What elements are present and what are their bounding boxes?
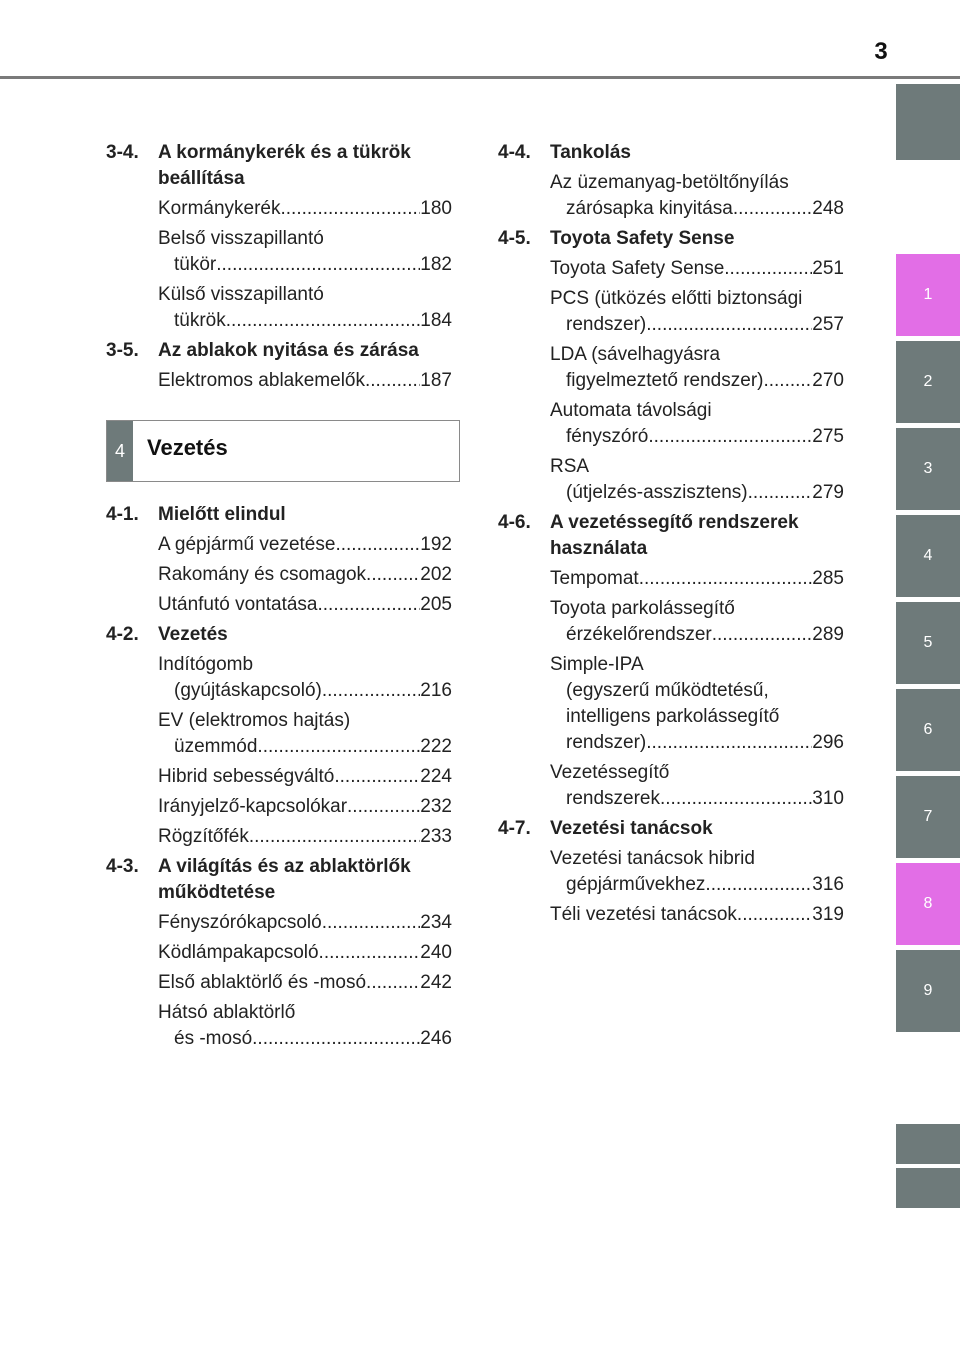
toc-entry-iranyjelzo[interactable]: Irányjelző-kapcsolókar ..... 232 <box>158 794 452 820</box>
chapter-heading-box <box>106 420 460 482</box>
chapter-tab-4[interactable]: 4 <box>896 515 960 597</box>
toc-right-column <box>498 136 844 928</box>
toc-entry-uzemanyag-sapka[interactable]: Az üzemanyag-betöltőnyílás zárósapka kinyitása ..... 248 <box>550 170 844 222</box>
toc-entry-toyota-safety-sense[interactable]: Toyota Safety Sense ..... 251 <box>550 256 844 282</box>
section-4-5: 4-5. Toyota Safety Sense <box>498 228 735 249</box>
toc-entry-utanfuto[interactable]: Utánfutó vontatása ..... 205 <box>158 592 452 618</box>
section-3-5: 3-5. Az ablakok nyitása és zárása <box>106 340 419 361</box>
chapter-number-badge: 4 <box>107 421 133 481</box>
chapter-tab-1[interactable]: 1 <box>896 254 960 336</box>
toc-left-column <box>106 136 452 1052</box>
section-4-3: 4-3. A világítás és az ablaktörlők működtetése <box>106 856 411 903</box>
toc-entry-kulso-visszapillanto[interactable]: Külső visszapillantó tükrök ..... 184 <box>158 282 452 334</box>
chapter-tab-6[interactable]: 6 <box>896 689 960 771</box>
section-4-6: 4-6. A vezetéssegítő rendszerek használata <box>498 512 799 559</box>
toc-entry-ev-uzemmod[interactable]: EV (elektromos hajtás) üzemmód ..... 222 <box>158 708 452 760</box>
chapter-tab-index-2[interactable] <box>896 1168 960 1208</box>
toc-entry-rakomany[interactable]: Rakomány és csomagok ..... 202 <box>158 562 452 588</box>
toc-entry-kodlampakapcsolo[interactable]: Ködlámpakapcsoló ..... 240 <box>158 940 452 966</box>
toc-entry-lda[interactable]: LDA (sávelhagyásra figyelmeztető rendszer) ..... 270 <box>550 342 844 394</box>
chapter-title: Vezetés <box>147 435 228 460</box>
toc-entry-inditogomb[interactable]: Indítógomb (gyújtáskapcsoló) ..... 216 <box>158 652 452 704</box>
section-4-1: 4-1. Mielőtt elindul <box>106 504 286 525</box>
toc-entry-simple-ipa[interactable]: Simple-IPA (egyszerű működtetésű, intelligens parkolássegítő rendszer) ..... 296 <box>550 652 844 756</box>
toc-entry-ablakemelok[interactable]: Elektromos ablakemelők ..... 187 <box>158 368 452 394</box>
toc-entry-hibrid-tanacsok[interactable]: Vezetési tanácsok hibrid gépjárművekhez ..... 316 <box>550 846 844 898</box>
chapter-tab-blank-top[interactable] <box>896 84 960 160</box>
toc-entry-elso-ablaktorlo[interactable]: Első ablaktörlő és -mosó ..... 242 <box>158 970 452 996</box>
toc-entry-belso-visszapillanto[interactable]: Belső visszapillantó tükör ..... 182 <box>158 226 452 278</box>
toc-entry-rsa[interactable]: RSA (útjelzés-asszisztens) ..... 279 <box>550 454 844 506</box>
toc-entry-fenyszorokapcsolo[interactable]: Fényszórókapcsoló ..... 234 <box>158 910 452 936</box>
chapter-tab-9[interactable]: 9 <box>896 950 960 1032</box>
section-4-4: 4-4. Tankolás <box>498 142 631 163</box>
toc-entry-hatso-ablaktorlo[interactable]: Hátsó ablaktörlő és -mosó ..... 246 <box>158 1000 452 1052</box>
toc-entry-kormanykerek[interactable]: Kormánykerék ..... 180 <box>158 196 452 222</box>
toc-entry-pcs[interactable]: PCS (ütközés előtti biztonsági rendszer) ..... 257 <box>550 286 844 338</box>
toc-entry-vezetessegito[interactable]: Vezetéssegítő rendszerek ..... 310 <box>550 760 844 812</box>
toc-entry-rogzitofek[interactable]: Rögzítőfék ..... 233 <box>158 824 452 850</box>
toc-entry-automata-tavolsagi[interactable]: Automata távolsági fényszóró ..... 275 <box>550 398 844 450</box>
chapter-tab-index-1[interactable] <box>896 1124 960 1164</box>
section-4-7: 4-7. Vezetési tanácsok <box>498 818 713 839</box>
toc-entry-gepjarmu-vezetese[interactable]: A gépjármű vezetése ..... 192 <box>158 532 452 558</box>
toc-entry-parkolassegito[interactable]: Toyota parkolássegítő érzékelőrendszer ..... 289 <box>550 596 844 648</box>
page-number: 3 <box>874 38 888 65</box>
chapter-tab-8[interactable]: 8 <box>896 863 960 945</box>
section-3-4: 3-4. A kormánykerék és a tükrök beállítása <box>106 142 411 189</box>
toc-entry-teli-tanacsok[interactable]: Téli vezetési tanácsok ..... 319 <box>550 902 844 928</box>
section-4-2: 4-2. Vezetés <box>106 624 228 645</box>
header-rule <box>0 76 960 79</box>
chapter-tab-7[interactable]: 7 <box>896 776 960 858</box>
chapter-tab-3[interactable]: 3 <box>896 428 960 510</box>
chapter-tab-2[interactable]: 2 <box>896 341 960 423</box>
toc-entry-hibrid-sebessegvalto[interactable]: Hibrid sebességváltó ..... 224 <box>158 764 452 790</box>
chapter-tab-5[interactable]: 5 <box>896 602 960 684</box>
chapter-tabs <box>896 0 960 1352</box>
toc-entry-tempomat[interactable]: Tempomat ..... 285 <box>550 566 844 592</box>
